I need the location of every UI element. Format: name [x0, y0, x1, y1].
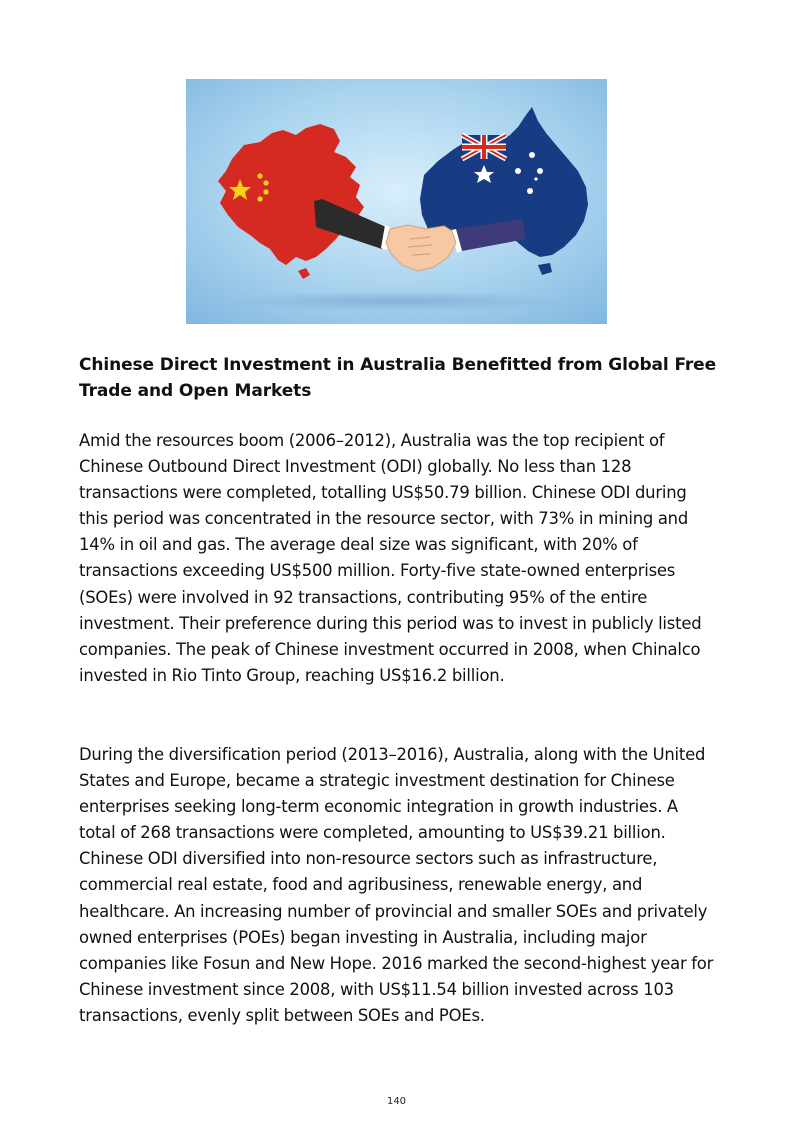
article-heading: Chinese Direct Investment in Australia Benefitted from Global Free Trade and Open Markets — [79, 355, 717, 401]
china-australia-handshake-illustration — [186, 79, 607, 324]
illustration-svg — [186, 79, 607, 324]
body-paragraph: Amid the resources boom (2006–2012), Australia was the top recipient of Chinese Outbound Direct Investment (ODI) globally. No less than 128 transactions were completed, totalling US$50.79 billion. Chinese ODI during this period was concentrated in the resource sector, with 73% in mining and 14% in oil and gas. The average deal size was significant, with 20% of transactions exceeding US$500 million. Forty-five state-owned enterprises (SOEs) were involved in 92 transactions, contributing 95% of the entire investment. Their preference during this period was to invest in publicly listed companies. The peak of Chinese investment occurred in 2008, when Chinalco invested in Rio Tinto Group, reaching US$16.2 billion. — [79, 431, 702, 685]
union-flag-icon — [462, 135, 506, 159]
body-paragraph: During the diversification period (2013–2016), Australia, along with the United States and Europe, became a strategic investment destination for Chinese enterprises seeking long-term economic integration in growth industries. A total of 268 transactions were completed, amounting to US$39.21 billion. Chinese ODI diversified into non-resource sectors such as infrastructure, commercial real estate, food and agribusiness, renewable energy, and healthcare. An increasing number of provincial and smaller SOEs and privately owned enterprises (POEs) began investing in Australia, including major companies like Fosun and New Hope. 2016 marked the second-highest year for Chinese investment since 2008, with US$11.54 billion invested across 103 transactions, evenly split between SOEs and POEs. — [79, 745, 714, 1025]
page-number: 140 — [386, 1096, 407, 1107]
china-small-star-icon — [263, 189, 268, 194]
southern-cross-star-icon — [515, 168, 521, 174]
ground-shadow — [226, 291, 566, 311]
southern-cross-star-icon — [534, 177, 537, 180]
china-small-star-icon — [257, 196, 262, 201]
southern-cross-star-icon — [529, 152, 535, 158]
china-small-star-icon — [257, 173, 262, 178]
southern-cross-star-icon — [527, 188, 533, 194]
china-small-star-icon — [263, 180, 268, 185]
southern-cross-star-icon — [537, 168, 543, 174]
